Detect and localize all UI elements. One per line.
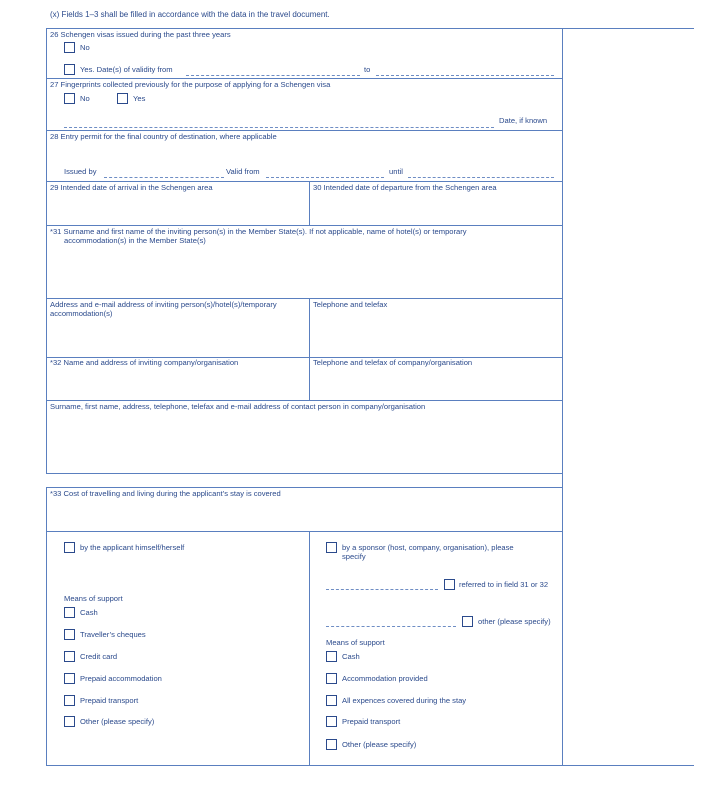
f27-no-label: No [80,94,90,103]
f31-phone-label: Telephone and telefax [313,300,388,309]
f33-top-border [46,487,563,488]
right-option-label: Other (please specify) [342,740,417,749]
divider-31-address [46,298,563,299]
f28-valid-label: Valid from [226,167,260,176]
left-option-checkbox[interactable] [64,695,75,706]
left-option-checkbox[interactable] [64,716,75,727]
f31-title: *31 Surname and first name of the inviting person(s) in the Member State(s). If not applicable, name of hotel(s) or temporary [50,227,467,236]
f31-title-cont: accommodation(s) in the Member State(s) [64,236,206,245]
f33-other-label: other (please specify) [478,617,551,626]
f33-other-field[interactable] [326,626,456,627]
left-option-checkbox[interactable] [64,607,75,618]
f33-referred-field[interactable] [326,589,438,590]
f33-left-border [46,487,47,766]
f27-yes-label: Yes [133,94,146,103]
divider-32-contact [46,400,563,401]
divider-26-27 [46,78,563,79]
f26-yes-label: Yes. Date(s) of validity from [80,65,173,74]
f32-contact-label: Surname, first name, address, telephone, telefax and e-mail address of contact person in company/organisation [50,402,426,411]
divider-30-31 [46,225,563,226]
f26-no-label: No [80,43,90,52]
form-bottom-border [46,765,694,766]
f33-self-label: by the applicant himself/herself [80,543,185,552]
right-option-label: Cash [342,652,360,661]
left-option-label: Traveller’s cheques [80,630,146,639]
f31-address-label-cont: accommodation(s) [50,309,113,318]
f27-title: 27 Fingerprints collected previously for the purpose of applying for a Schengen visa [50,80,331,89]
f32-phone-label: Telephone and telefax of company/organisation [313,358,473,367]
left-option-checkbox[interactable] [64,629,75,640]
right-option-label: Accommodation provided [342,674,428,683]
f33-means-left-label: Means of support [64,594,123,603]
f33-header-divider [46,531,563,532]
divider-27-28 [46,130,563,131]
form-right-border [562,28,563,766]
f33-sponsor-label: by a sponsor (host, company, organisation), please [342,543,514,552]
divider-contact-bottom [46,473,563,474]
left-option-label: Prepaid accommodation [80,674,162,683]
f28-issued-label: Issued by [64,167,97,176]
f29-title: 29 Intended date of arrival in the Schengen area [50,183,213,192]
f27-yes-checkbox[interactable] [117,93,128,104]
f28-title: 28 Entry permit for the final country of destination, where applicable [50,132,277,141]
form-left-border [46,28,47,474]
f33-other-checkbox[interactable] [462,616,473,627]
left-option-label: Prepaid transport [80,696,139,705]
f26-to-label: to [364,65,371,74]
f27-date-field[interactable] [64,127,494,128]
f33-title: *33 Cost of travelling and living during the applicant’s stay is covered [50,489,281,498]
f28-valid-field[interactable] [266,177,384,178]
f28-until-field[interactable] [408,177,554,178]
f33-means-right-label: Means of support [326,638,385,647]
right-option-label: Prepaid transport [342,717,401,726]
f33-sponsor-label-cont: specify [342,552,366,561]
left-option-label: Cash [80,608,98,617]
f33-self-checkbox[interactable] [64,542,75,553]
divider-28-29 [46,181,563,182]
f28-until-label: until [389,167,403,176]
left-option-checkbox[interactable] [64,651,75,662]
f28-issued-field[interactable] [104,177,224,178]
left-option-label: Credit card [80,652,118,661]
f26-from-field[interactable] [186,75,360,76]
right-option-label: All expences covered during the stay [342,696,467,705]
f27-no-checkbox[interactable] [64,93,75,104]
f26-no-checkbox[interactable] [64,42,75,53]
divider-29-30 [309,181,310,225]
right-option-checkbox[interactable] [326,739,337,750]
f27-date-label: Date, if known [499,116,548,125]
right-option-checkbox[interactable] [326,651,337,662]
right-option-checkbox[interactable] [326,716,337,727]
left-option-checkbox[interactable] [64,673,75,684]
f33-referred-checkbox[interactable] [444,579,455,590]
f31-address-label: Address and e-mail address of inviting person(s)/hotel(s)/temporary [50,300,277,309]
f33-column-divider [309,531,310,766]
f33-sponsor-checkbox[interactable] [326,542,337,553]
right-option-checkbox[interactable] [326,695,337,706]
f26-yes-checkbox[interactable] [64,64,75,75]
f30-title: 30 Intended date of departure from the Schengen area [313,183,497,192]
instruction-note: (x) Fields 1–3 shall be filled in accordance with the data in the travel document. [50,10,330,19]
f26-title: 26 Schengen visas issued during the past three years [50,30,231,39]
right-option-checkbox[interactable] [326,673,337,684]
divider-address-phone [309,298,310,400]
form-top-border [46,28,694,29]
left-option-label: Other (please specify) [80,717,155,726]
f32-title: *32 Name and address of inviting company/organisation [50,358,239,367]
f33-referred-label: referred to in field 31 or 32 [459,580,549,589]
f26-to-field[interactable] [376,75,554,76]
